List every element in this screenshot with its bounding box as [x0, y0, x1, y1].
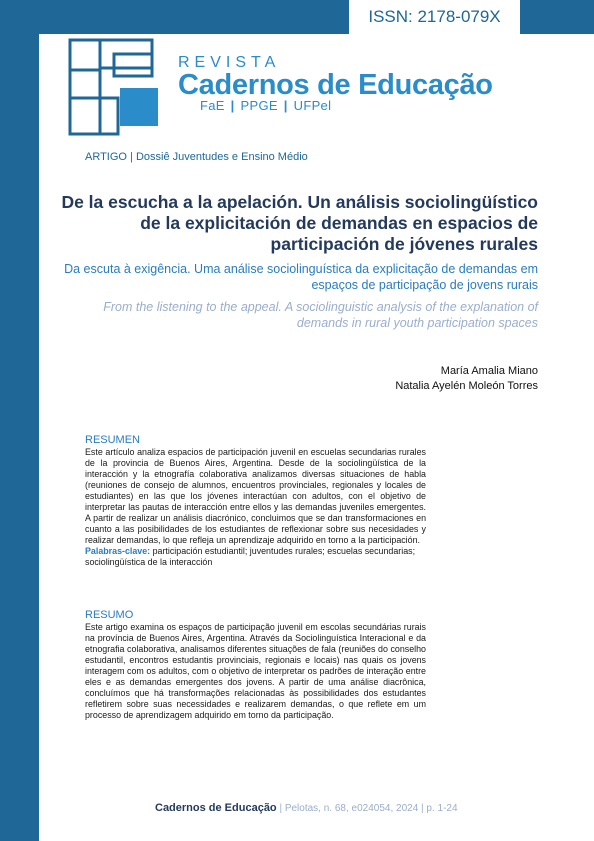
resumo-text: Este artigo examina os espaços de participação juvenil em escolas secundárias rurais na província de Buenos Aires, Argentina. Através da Sociolinguística Interacional e da etnografia colaborativa, analisamos diferentes situações de fala (reuniões do conselho estudantil, encontros estudantis provinciais, regionais e locais) nas quais os jovens interagem com os adultos, com o objetivo de interpretar os padrões de interação entre eles e as demandas emergentes dos jovens. A partir de uma análise diacrônica, concluímos que há transformações relacionadas às possibilidades dos estudantes refletirem sobre suas necessidades e realizarem demandas, o que reflete em um processo de aprendizagem adquirido em torno da participação. — [85, 622, 426, 721]
resumo-section — [85, 609, 426, 721]
keywords-text: participación estudiantil; juventudes rurales; escuelas secundarias; sociolingüística de la interacción — [85, 546, 416, 568]
resumen-heading: RESUMEN — [85, 434, 141, 446]
masthead-title: Cadernos de Educação — [178, 69, 493, 101]
author-name: Natalia Ayelén Moleón Torres — [395, 380, 538, 392]
author-name: María Amalia Miano — [440, 365, 538, 377]
section-label: ARTIGO | Dossiê Juventudes e Ensino Médio — [85, 151, 308, 163]
masthead-affiliations — [200, 98, 331, 113]
affiliation-separator: | — [230, 98, 235, 113]
affiliation-fae: FaE — [200, 98, 225, 113]
masthead-revista: REVISTA — [178, 54, 281, 71]
affiliation-ppge: PPGE — [240, 98, 278, 113]
footer-citation: | Pelotas, n. 68, e024054, 2024 | p. 1-24 — [279, 803, 458, 814]
resumen-keywords — [85, 546, 426, 568]
keywords-label: Palabras-clave: — [85, 546, 151, 557]
resumen-section — [85, 434, 426, 569]
article-title-pt: Da escuta à exigência. Uma análise sociolinguística da explicitação de demandas em espaços de participação de jovens rurais — [64, 262, 538, 292]
issn-label: ISSN: 2178-079X — [368, 7, 501, 26]
article-title-es: De la escucha a la apelación. Un análisis sociolingüístico de la explicitación de demandas en espacios de participación de jóvenes rurales — [61, 192, 538, 254]
resumen-text: Este artículo analiza espacios de participación juvenil en escuelas secundarias rurales de la provincia de Buenos Aires, Argentina. Desde de la sociolingüística de la interacción y la etnografía colaborativa analizamos diversas situaciones de habla (reuniones de consejo de alumnos, encuentros provinciales, regionales y locales de estudiantes) en las que los jóvenes interactúan con adultos, con el objetivo de interpretar las pautas de interacción entre ellos y las demandas juveniles emergentes. A partir de realizar un análisis diacrónico, concluimos que se dan transformaciones en cuanto a las posibilidades de los estudiantes de reflexionar sobre sus necesidades y realizar demandas, lo que refleja un aprendizaje adquirido en torno a la participación. — [85, 447, 426, 546]
left-sidebar-band — [0, 0, 39, 841]
footer-journal: Cadernos de Educação — [155, 802, 277, 814]
affiliation-ufpel: UFPel — [293, 98, 332, 113]
resumo-heading: RESUMO — [85, 609, 134, 621]
journal-logo-icon — [68, 38, 168, 136]
author-list — [300, 364, 538, 394]
issn-box — [349, 0, 520, 34]
page-footer — [155, 802, 458, 814]
affiliation-separator: | — [283, 98, 288, 113]
article-title-en: From the listening to the appeal. A sociolinguistic analysis of the explanation of demands in rural youth participation spaces — [103, 300, 538, 330]
